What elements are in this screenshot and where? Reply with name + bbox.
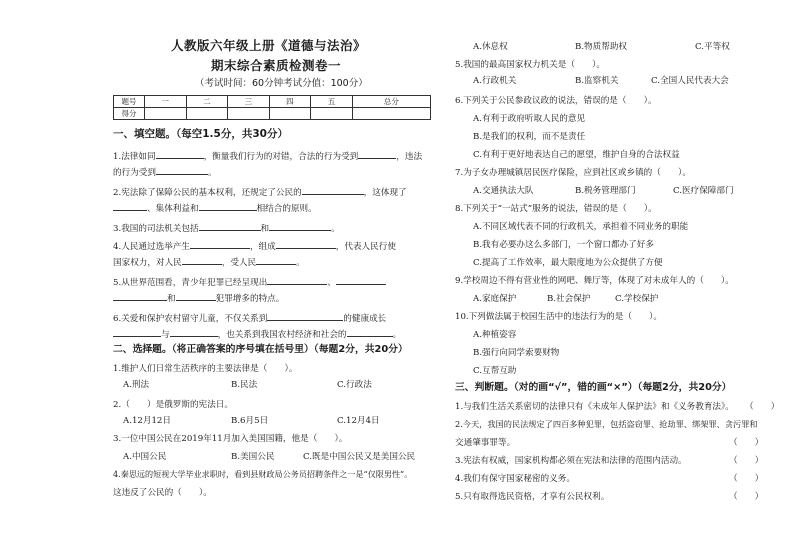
answer-blank[interactable] xyxy=(267,312,343,321)
fill-q3: 3.我国的司法机关包括 和 。 xyxy=(113,224,340,234)
choice-q1-opt-b[interactable]: B.民法 xyxy=(231,380,258,390)
judge-q2-text-line1: 2.今天，我国的民法规定了四百多种犯罪，包括盗窃罪、抢劫罪、绑架罪、贪污罪和 xyxy=(455,419,758,429)
judge-q2-text-line2: 交通肇事罪等。 xyxy=(455,438,516,448)
choice-q3-opt-c[interactable]: C.既是中国公民又是美国公民 xyxy=(303,452,416,462)
choice-q6-opt-c[interactable]: C.有利于更好地表达自己的愿望，维护自身的合法权益 xyxy=(473,150,680,160)
fill-q6-line1: 6.关爱和保护农村留守儿童，不仅关系到 的健康成长 xyxy=(113,314,387,324)
choice-q9-opt-c[interactable]: C.学校保护 xyxy=(615,294,659,304)
choice-q10-stem: 10.下列做法属于校园生活中的违法行为的是（ ）。 xyxy=(455,312,663,322)
judge-q5-text: 5.只有取得选民资格，才享有公民权利。 xyxy=(455,492,610,502)
choice-q8-opt-c[interactable]: C.提高了工作效率，最大限度地为公众提供了方便 xyxy=(473,258,663,268)
choice-q4-stem-line1: 4.秦思远的短视大学毕业求职时，看到县财政局公务员招聘条件之一是“仅限男性”。 xyxy=(113,469,413,479)
answer-blank[interactable] xyxy=(267,276,327,285)
score-header-cell: 三 xyxy=(228,96,270,108)
score-cell[interactable] xyxy=(311,108,353,120)
choice-q1-opt-a[interactable]: A.刑法 xyxy=(123,380,150,390)
answer-blank[interactable] xyxy=(199,222,261,231)
choice-q3-opt-a[interactable]: A.中国公民 xyxy=(123,452,167,462)
fill-q1-line2: 的行为受到 。 xyxy=(113,168,217,178)
score-header-cell: 一 xyxy=(145,96,187,108)
choice-q10-opt-a[interactable]: A.种植姿容 xyxy=(473,330,517,340)
answer-blank[interactable] xyxy=(113,292,167,301)
score-header-cell: 五 xyxy=(311,96,353,108)
choice-q2-opt-b[interactable]: B.6月5日 xyxy=(231,416,269,426)
choice-q6-stem: 6.下列关于公民参政议政的说法，错误的是（ ）。 xyxy=(455,96,657,106)
judge-q3-paren[interactable]: （ ） xyxy=(729,456,764,466)
choice-q7-opt-a[interactable]: A.交通执法大队 xyxy=(473,186,534,196)
choice-q4-opt-a[interactable]: A.休息权 xyxy=(473,42,508,52)
judge-q4-text: 4.我们有保守国家秘密的义务。 xyxy=(455,474,575,484)
score-row-label: 得分 xyxy=(114,108,145,120)
exam-info: （考试时间：60分钟考试分值：100分） xyxy=(195,78,368,89)
judge-q5-paren[interactable]: （ ） xyxy=(729,492,764,502)
fill-q2-line1: 2.宪法除了保障公民的基本权利，还规定了公民的 ，这体现了 xyxy=(113,188,407,198)
choice-q10-opt-c[interactable]: C.互帮互助 xyxy=(473,366,517,376)
answer-blank[interactable] xyxy=(199,202,257,211)
choice-q7-opt-b[interactable]: B.税务管理部门 xyxy=(575,186,636,196)
judge-q1-text: 1.与我们生活关系密切的法律只有《未成年人保护法》和《义务教育法》。 xyxy=(455,402,734,412)
answer-blank[interactable] xyxy=(156,150,204,159)
fill-q4-line1: 4.人民通过选举产生 ，组成 ，代表人民行使 xyxy=(113,242,396,252)
answer-blank[interactable] xyxy=(276,240,336,249)
answer-blank[interactable] xyxy=(269,222,331,231)
choice-q3-opt-b[interactable]: B.美国公民 xyxy=(231,452,275,462)
section1-title: 一、填空题。（每空1.5分，共30分） xyxy=(113,128,288,140)
fill-q6-line2: 与 ，也关系到我国农村经济和社会的 。 xyxy=(113,328,401,340)
score-table xyxy=(113,95,431,120)
choice-q2-stem: 2.（ ）是俄罗斯的宪法日。 xyxy=(113,400,233,410)
answer-blank[interactable] xyxy=(256,256,296,265)
score-table-score-row xyxy=(114,108,431,120)
judge-q3-text: 3.宪法有权威，国家机构都必须在宪法和法律的范围内活动。 xyxy=(455,456,687,466)
answer-blank[interactable] xyxy=(113,202,147,211)
choice-q7-stem: 7.为子女办理城镇居民医疗保险，应到社区或乡镇的（ ）。 xyxy=(455,168,691,178)
judge-q2-paren[interactable]: （ ） xyxy=(729,438,764,448)
choice-q1-opt-c[interactable]: C.行政法 xyxy=(337,380,372,390)
choice-q8-stem: 8.下列关于“一站式”服务的说法，错误的是（ ）。 xyxy=(455,204,657,214)
answer-blank[interactable] xyxy=(358,150,396,159)
choice-q10-opt-b[interactable]: B.强行向同学索要财物 xyxy=(473,348,560,358)
fill-q4-line2: 国家权力，对人民 ，受人民 。 xyxy=(113,258,305,268)
answer-blank[interactable] xyxy=(170,328,218,337)
section2-title: 二、选择题。（将正确答案的序号填在括号里）（每题2分，共20分） xyxy=(113,344,408,355)
choice-q9-opt-a[interactable]: A.家庭保护 xyxy=(473,294,517,304)
title-line2: 期末综合素质检测卷一 xyxy=(211,58,342,73)
answer-blank[interactable] xyxy=(190,240,250,249)
answer-blank[interactable] xyxy=(176,292,216,301)
choice-q7-opt-c[interactable]: C.医疗保障部门 xyxy=(673,186,734,196)
fill-q2-line2: 、集体利益和 相结合的原则。 xyxy=(113,202,317,214)
fill-q1-line1: 1.法律如同 ，衡量我们行为的对错，合法的行为受到 ，违法 xyxy=(113,152,423,162)
fill-q5-line2: 和 犯罪增多的特点。 xyxy=(113,292,284,304)
answer-blank[interactable] xyxy=(347,328,393,337)
section3-title: 三、判断题。（对的画“√”，错的画“×”）（每题2分，共20分） xyxy=(455,382,732,393)
score-header-cell: 四 xyxy=(269,96,311,108)
choice-q9-stem: 9.学校周边不得有营业性的网吧、舞厅等，体现了对未成年人的（ ）。 xyxy=(455,276,734,286)
score-header-cell: 总分 xyxy=(352,96,430,108)
choice-q4-opt-c[interactable]: C.平等权 xyxy=(695,42,730,52)
choice-q8-opt-a[interactable]: A.不同区域代表不同的行政机关，承担着不同业务的职能 xyxy=(473,222,689,232)
answer-blank[interactable] xyxy=(113,328,161,337)
score-cell[interactable] xyxy=(145,108,187,120)
choice-q3-stem: 3.一位中国公民在2019年11月加入美国国籍，他是（ ）。 xyxy=(113,434,348,444)
score-cell[interactable] xyxy=(186,108,228,120)
choice-q8-opt-b[interactable]: B.我有必要办这么多部门，一个窗口都办了好多 xyxy=(473,240,654,250)
score-cell[interactable] xyxy=(269,108,311,120)
choice-q6-opt-a[interactable]: A.有利于政府听取人民的意见 xyxy=(473,114,586,124)
score-header-cell: 题号 xyxy=(114,96,145,108)
answer-blank[interactable] xyxy=(182,256,222,265)
score-table-header-row xyxy=(114,96,431,108)
answer-blank[interactable] xyxy=(156,166,208,175)
answer-blank[interactable] xyxy=(302,186,364,195)
answer-blank[interactable] xyxy=(336,276,386,285)
choice-q1-stem: 1.维护人们日常生活秩序的主要法律是（ ）。 xyxy=(113,364,298,374)
score-cell[interactable] xyxy=(352,108,430,120)
choice-q5-opt-c[interactable]: C.全国人民代表大会 xyxy=(651,76,729,86)
choice-q5-stem: 5.我国的最高国家权力机关是（ ）。 xyxy=(455,60,605,70)
choice-q5-opt-a[interactable]: A.行政机关 xyxy=(473,76,517,86)
choice-q2-opt-a[interactable]: A.12月12日 xyxy=(123,416,171,426)
choice-q5-opt-b[interactable]: B.监察机关 xyxy=(575,76,619,86)
choice-q6-opt-b[interactable]: B.是我们的权利，而不是责任 xyxy=(473,132,586,142)
choice-q4-opt-b[interactable]: B.物质帮助权 xyxy=(575,42,628,52)
judge-q4-paren[interactable]: （ ） xyxy=(729,474,764,484)
score-header-cell: 二 xyxy=(186,96,228,108)
judge-q1-paren[interactable]: （ ） xyxy=(745,402,780,412)
fill-q5-line1: 5.从世界范围看，青少年犯罪已经呈现出 、 xyxy=(113,276,386,288)
score-cell[interactable] xyxy=(228,108,270,120)
title-line1: 人教版六年级上册《道德与法治》 xyxy=(171,38,367,53)
choice-q2-opt-c[interactable]: C.12月4日 xyxy=(337,416,380,426)
choice-q4-stem-line2: 这违反了公民的（ ）。 xyxy=(113,488,212,498)
choice-q9-opt-b[interactable]: B.社会保护 xyxy=(547,294,591,304)
